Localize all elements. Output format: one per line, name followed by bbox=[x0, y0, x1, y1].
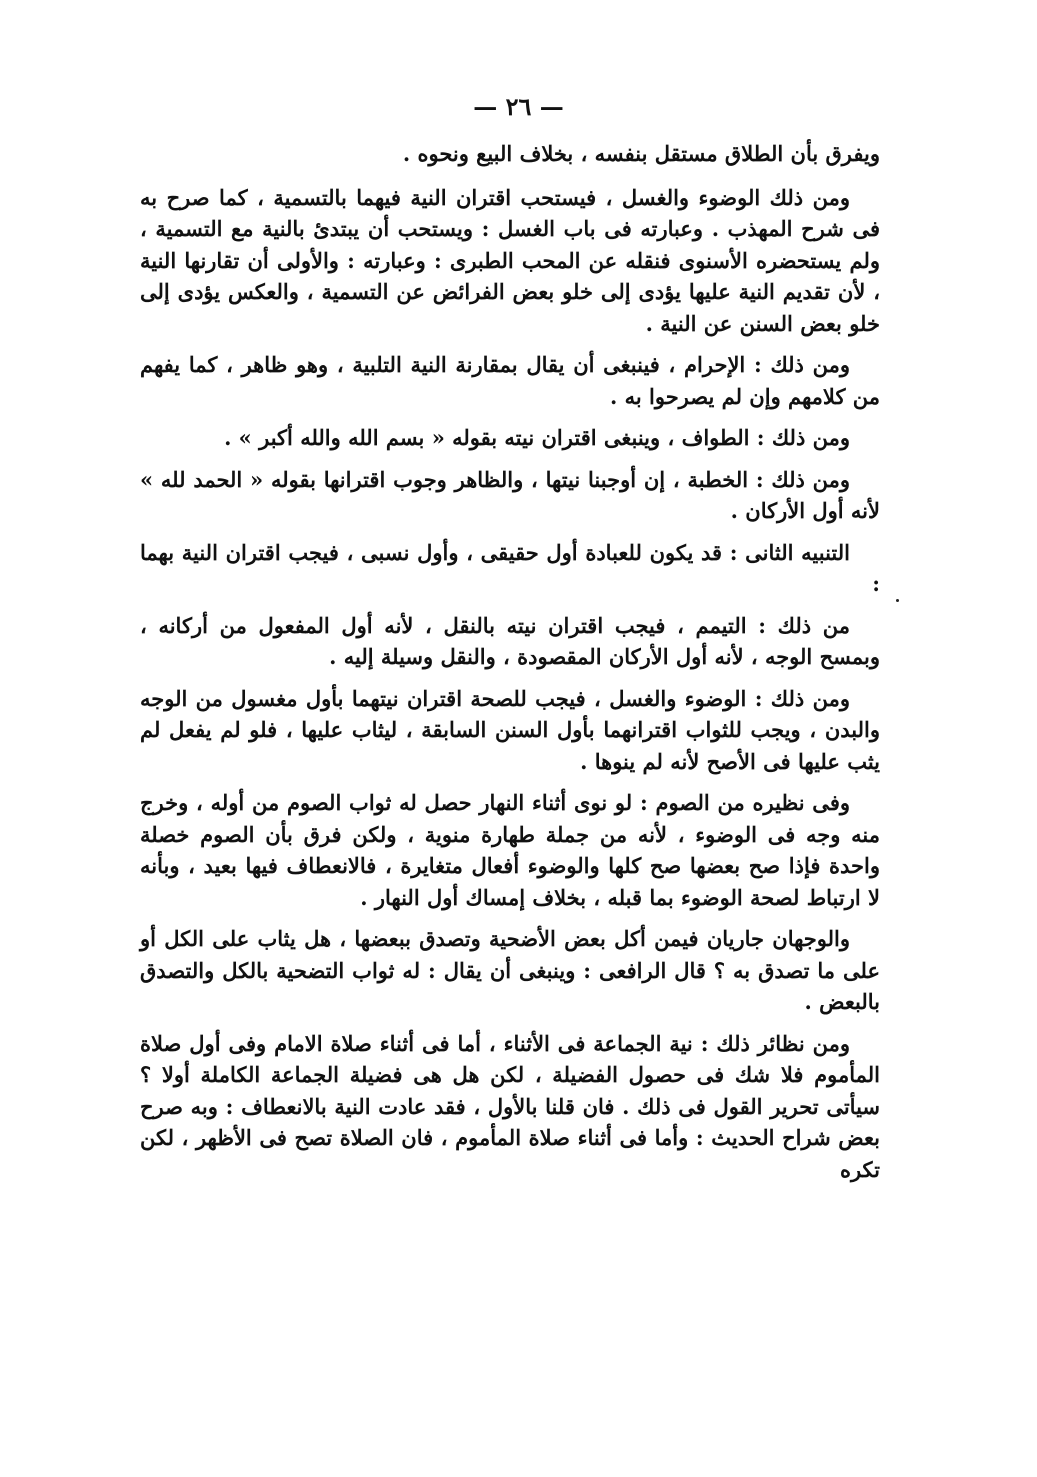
paragraph-6: التنبيه الثانى : قد يكون للعبادة أول حقيقى ، وأول نسبى ، فيجب اقتران النية بهما : bbox=[140, 539, 880, 596]
paragraph-2: ومن ذلك الوضوء والغسل ، فيستحب اقتران النية فيهما بالتسمية ، كما صرح به فى شرح المهذب . وعبارته فى باب الغسل : ويستحب أن يبتدئ بالنية مع التسمية ، ولم يستحضره الأسنوى فنقله عن المحب الطبرى : وعبارته : والأولى أن تقارنها النية ، لأن تقديم النية عليها يؤدى إلى خلو بعض الفرائض عن التسمية ، والعكس يؤدى إلى خلو بعض السنن عن النية . bbox=[140, 184, 880, 336]
page-number: — ٢٦ — bbox=[473, 92, 564, 121]
paragraph-8: ومن ذلك : الوضوء والغسل ، فيجب للصحة اقتران نيتهما بأول مغسول من الوجه والبدن ، ويجب للثواب اقترانهما بأول السنن السابقة ، ليثاب عليها ، فلو لم يفعل لم يثب عليها فى الأصح لأنه لم ينوها . bbox=[140, 685, 880, 774]
paragraph-9: وفى نظيره من الصوم : لو نوى أثناء النهار حصل له ثواب الصوم من أوله ، وخرج منه وجه فى الوضوء ، لأنه من جملة طهارة منوية ، ولكن فرق بأن الصوم خصلة واحدة فإذا صح بعضها صح كلها والوضوء أفعال متغايرة ، فالانعطاف فيها بعيد ، وبأنه لا ارتباط لصحة الوضوء بما قبله ، بخلاف إمساك أول النهار . bbox=[140, 790, 880, 910]
paragraph-3: ومن ذلك : الإحرام ، فينبغى أن يقال بمقارنة النية التلبية ، وهو ظاهر ، كما يفهم من كلامهم وإن لم يصرحوا به . bbox=[140, 352, 880, 409]
paragraph-5: ومن ذلك : الخطبة ، إن أوجبنا نيتها ، والظاهر وجوب اقترانها بقوله « الحمد لله » لأنه أول الأركان . bbox=[140, 466, 880, 523]
paragraph-7: من ذلك : التيمم ، فيجب اقتران نيته بالنقل ، لأنه أول المفعول من أركانه ، وبمسح الوجه ، لأنه أول الأركان المقصودة ، والنقل وسيلة إليه . bbox=[140, 612, 880, 669]
paragraph-4: ومن ذلك : الطواف ، وينبغى اقتران نيته بقوله « بسم الله والله أكبر » . bbox=[224, 425, 850, 450]
paragraph-1: ويفرق بأن الطلاق مستقل بنفسه ، بخلاف البيع ونحوه . bbox=[402, 141, 880, 166]
body-text bbox=[140, 138, 880, 1195]
margin-mark bbox=[896, 599, 899, 602]
paragraph-11: ومن نظائر ذلك : نية الجماعة فى الأثناء ، أما فى أثناء صلاة الامام وفى أول صلاة المأموم فلا شك فى حصول الفضيلة ، لكن هل هى فضيلة الجماعة الكاملة أولا ؟ سيأتى تحرير القول فى ذلك . فان قلنا بالأول ، فقد عادت النية بالانعطاف : وبه صرح بعض شراح الحديث : وأما فى أثناء صلاة المأموم ، فان الصلاة تصح فى الأظهر ، لكن تكره bbox=[140, 1030, 880, 1182]
paragraph-10: والوجهان جاريان فيمن أكل بعض الأضحية وتصدق ببعضها ، هل يثاب على الكل أو على ما تصدق به ؟ قال الرافعى : وينبغى أن يقال : له ثواب التضحية بالكل والتصدق بالبعض . bbox=[140, 926, 880, 1014]
